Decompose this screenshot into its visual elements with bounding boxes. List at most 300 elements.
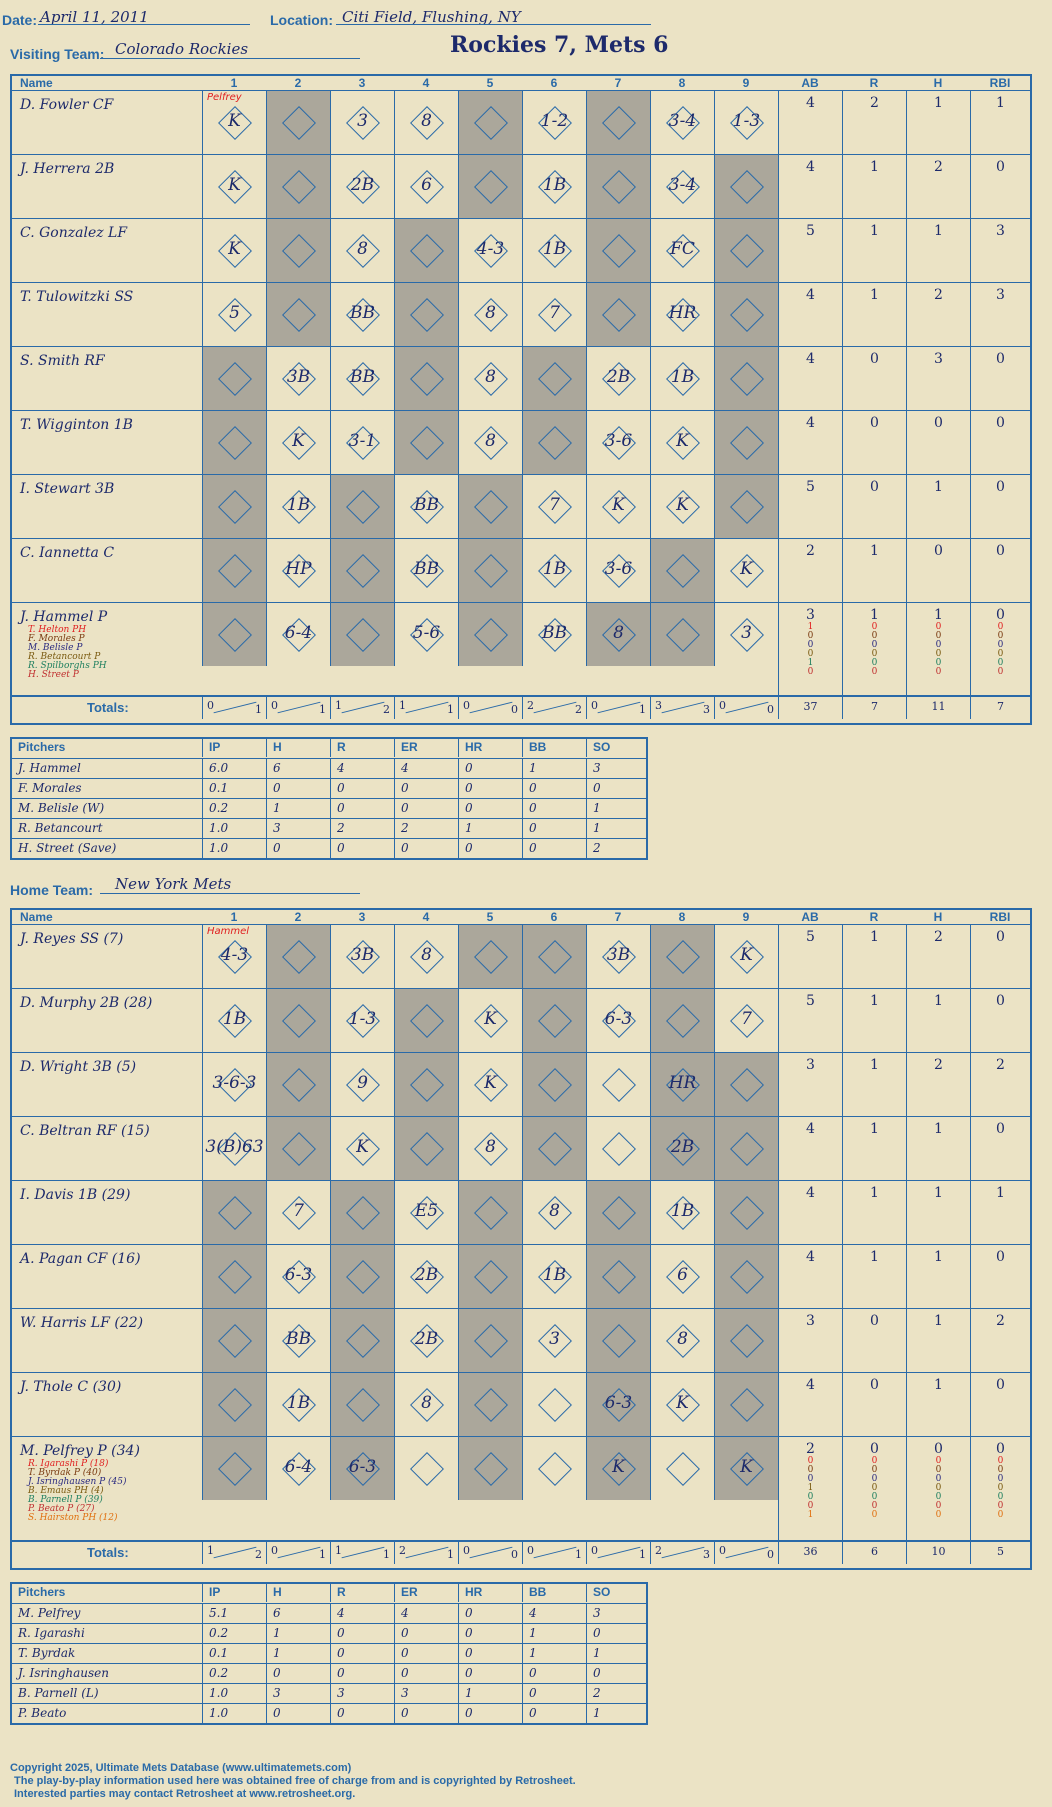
pitching-cell: 0: [266, 839, 330, 858]
stat-main: 1: [934, 1377, 943, 1393]
sub-stat: 0: [871, 640, 878, 650]
inning-8-cell: [650, 989, 714, 1052]
pitching-header-cell: IP: [202, 1583, 266, 1602]
total-hits: 0: [767, 1548, 774, 1561]
player-name: C. Iannetta C: [20, 545, 115, 561]
rbi-value: [970, 283, 1030, 347]
stat-main: 3: [806, 1313, 815, 1329]
inning-4-cell: [394, 1053, 458, 1116]
player-name: I. Stewart 3B: [20, 481, 115, 497]
inning-2-total: [266, 1542, 330, 1564]
play-result: K: [676, 431, 689, 451]
at-bats-value: [778, 347, 842, 411]
base-diamond: [410, 1068, 444, 1102]
visiting-team-underline: [100, 58, 360, 59]
inning-7-cell: [586, 1309, 650, 1372]
rbi-value: [970, 91, 1030, 155]
inning-6-cell: [522, 219, 586, 282]
stat-main: 0: [870, 1441, 879, 1457]
at-bats-value: [778, 475, 842, 539]
column-header-5: 5: [486, 910, 494, 924]
stat-main: 0: [870, 1313, 879, 1329]
inning-3-cell: [330, 411, 394, 474]
stat-main: 4: [806, 159, 815, 175]
base-diamond: [218, 1260, 252, 1294]
runs-value: [842, 1437, 906, 1541]
inning-6-cell: [522, 1309, 586, 1372]
play-result: BB: [350, 367, 375, 387]
date-underline: [38, 24, 250, 25]
inning-9-cell: [714, 1181, 778, 1244]
pitching-cell: P. Beato: [18, 1706, 67, 1720]
play-result: HR: [668, 303, 697, 323]
substitute-name: J. Isringhausen P (45): [28, 1477, 127, 1487]
base-diamond: [474, 940, 508, 974]
inning-6-cell: [522, 989, 586, 1052]
inning-1-cell: [202, 1053, 266, 1116]
home-scorecard: [10, 908, 1032, 1570]
base-diamond: [538, 1132, 572, 1166]
stat-main: 4: [806, 1185, 815, 1201]
stat-main: 1: [870, 993, 879, 1009]
inning-4-cell: [394, 1373, 458, 1436]
stat-main: 1: [870, 929, 879, 945]
inning-1-cell: [202, 539, 266, 602]
play-result: K: [612, 495, 625, 515]
player-name: T. Tulowitzki SS: [20, 289, 134, 305]
player-name: T. Wigginton 1B: [20, 417, 133, 433]
stat-main: 0: [996, 543, 1005, 559]
inning-4-cell: [394, 1117, 458, 1180]
pitching-cell: 5.1: [202, 1604, 266, 1623]
base-diamond: [538, 940, 572, 974]
base-diamond: [218, 618, 252, 652]
pitching-cell: 0: [586, 779, 646, 798]
stat-main: 4: [806, 415, 815, 431]
total-runs: 0: [207, 699, 214, 712]
sub-stat: 0: [871, 622, 878, 632]
inning-5-cell: [458, 1181, 522, 1244]
divider: [598, 702, 641, 714]
pitching-cell: 3: [266, 819, 330, 838]
pitching-cell: 3: [330, 1684, 394, 1703]
column-header-7: 7: [614, 76, 622, 90]
play-result: E5: [414, 1201, 439, 1221]
stat-main: 4: [806, 351, 815, 367]
runs-value: [842, 283, 906, 347]
column-header-name: Name: [20, 76, 53, 90]
base-diamond: [602, 234, 636, 268]
pitcher-row: [12, 1663, 646, 1683]
inning-6-cell: [522, 347, 586, 410]
base-diamond: [474, 106, 508, 140]
sub-stat: 0: [871, 631, 878, 641]
inning-1-cell: [202, 155, 266, 218]
pitching-cell: 1: [522, 1644, 586, 1663]
inning-6-cell: [522, 1117, 586, 1180]
play-result: 1B: [542, 239, 567, 259]
stat-main: 0: [996, 1249, 1005, 1265]
play-result: 8: [421, 1393, 432, 1413]
pitching-cell: 4: [330, 1604, 394, 1623]
stat-main: 1: [870, 607, 879, 623]
stat-main: 5: [806, 223, 815, 239]
play-result: 8: [357, 239, 368, 259]
play-result: 3-4: [668, 175, 697, 195]
divider: [406, 702, 449, 714]
stat-main: 0: [996, 607, 1005, 623]
rbi-value: [970, 989, 1030, 1053]
divider: [214, 702, 257, 714]
runs-value: [842, 925, 906, 989]
runs-value: [842, 347, 906, 411]
substitute-name: B. Parnell P (39): [28, 1495, 103, 1505]
inning-7-cell: [586, 925, 650, 988]
stat-main: 1: [870, 287, 879, 303]
inning-7-total: [586, 1542, 650, 1564]
inning-8-cell: [650, 1117, 714, 1180]
inning-6-cell: [522, 603, 586, 666]
pitching-cell: 0: [458, 1704, 522, 1723]
pitching-header-cell: R: [330, 738, 394, 757]
pitching-header-cell: HR: [458, 1583, 522, 1602]
totals-label: Totals:: [87, 1545, 129, 1560]
play-result: 3B: [606, 945, 631, 965]
pitching-cell: 1: [522, 759, 586, 778]
sub-stat: 0: [807, 667, 814, 677]
inning-1-cell: [202, 1373, 266, 1436]
column-header-h: H: [933, 76, 943, 90]
play-result: 6-3: [348, 1457, 377, 1477]
pitching-cell: 3: [266, 1684, 330, 1703]
pitching-cell: 0: [458, 799, 522, 818]
play-result: 8: [421, 945, 432, 965]
runs-value: [842, 989, 906, 1053]
pitching-cell: 1: [522, 1624, 586, 1643]
at-bats-value: [778, 1373, 842, 1437]
total-runs: 2: [655, 1544, 662, 1557]
total-hits: 1: [575, 1548, 582, 1561]
inning-6-cell: [522, 1181, 586, 1244]
location-underline: [336, 24, 651, 25]
player-name: J. Reyes SS (7): [20, 931, 124, 947]
player-row: [12, 1436, 1030, 1541]
pitching-cell: 0.1: [202, 779, 266, 798]
stat-main: 2: [996, 1057, 1005, 1073]
pitching-cell: 0: [522, 1684, 586, 1703]
visiting-team-name: Colorado Rockies: [115, 40, 249, 58]
inning-2-cell: [266, 603, 330, 666]
inning-1-cell: [202, 925, 266, 988]
inning-9-cell: [714, 989, 778, 1052]
inning-5-cell: [458, 1117, 522, 1180]
sub-stat: 0: [935, 1510, 942, 1520]
divider: [662, 702, 705, 714]
stat-main: 1: [934, 1185, 943, 1201]
base-diamond: [410, 1004, 444, 1038]
total-runs: 1: [207, 1544, 214, 1557]
inning-3-cell: [330, 1053, 394, 1116]
pitching-cell: 1: [586, 819, 646, 838]
inning-8-cell: [650, 155, 714, 218]
location-label: Location:: [270, 12, 333, 28]
sub-stat: 0: [871, 1483, 878, 1493]
play-result: 6-3: [604, 1393, 633, 1413]
totals-row: [12, 695, 1030, 719]
column-header-4: 4: [422, 910, 430, 924]
inning-7-cell: [586, 283, 650, 346]
at-bats-value: [778, 91, 842, 155]
pitching-cell: 0.1: [202, 1644, 266, 1663]
inning-9-cell: [714, 1053, 778, 1116]
sub-stat: 0: [997, 658, 1004, 668]
base-diamond: [538, 1068, 572, 1102]
total-hits: 10: [906, 1542, 970, 1564]
play-result: 3-4: [668, 111, 697, 131]
base-diamond: [474, 554, 508, 588]
hits-value: [906, 1437, 970, 1541]
sub-stat: 0: [997, 631, 1004, 641]
divider: [470, 702, 513, 714]
pitching-cell: T. Byrdak: [18, 1646, 76, 1660]
play-result: K: [676, 495, 689, 515]
visitor-scorecard: [10, 74, 1032, 725]
inning-2-cell: [266, 219, 330, 282]
column-header-2: 2: [294, 910, 302, 924]
play-result: 8: [549, 1201, 560, 1221]
stat-main: 1: [934, 479, 943, 495]
base-diamond: [730, 1388, 764, 1422]
inning-4-cell: [394, 1245, 458, 1308]
play-result: K: [484, 1073, 497, 1093]
pitching-header-cell: HR: [458, 738, 522, 757]
base-diamond: [538, 426, 572, 460]
stat-main: 0: [934, 415, 943, 431]
pitching-cell: 0: [330, 1664, 394, 1683]
inning-9-cell: [714, 1373, 778, 1436]
rbi-value: [970, 925, 1030, 989]
inning-5-cell: [458, 925, 522, 988]
total-runs: 0: [463, 699, 470, 712]
sub-stat: 0: [871, 1510, 878, 1520]
inning-3-cell: [330, 539, 394, 602]
total-runs: 1: [335, 1544, 342, 1557]
pitching-cell: 0: [330, 1644, 394, 1663]
inning-2-cell: [266, 1181, 330, 1244]
inning-7-cell: [586, 1245, 650, 1308]
inning-2-cell: [266, 155, 330, 218]
inning-1-cell: [202, 347, 266, 410]
total-runs: 2: [399, 1544, 406, 1557]
inning-2-cell: [266, 475, 330, 538]
inning-6-cell: [522, 1437, 586, 1500]
sub-stat: 0: [997, 1510, 1004, 1520]
player-row: [12, 90, 1030, 155]
play-result: 1-2: [540, 111, 569, 131]
stat-main: 4: [806, 1121, 815, 1137]
hits-value: [906, 1117, 970, 1181]
runs-value: [842, 1309, 906, 1373]
base-diamond: [730, 1324, 764, 1358]
base-diamond: [730, 234, 764, 268]
inning-8-cell: [650, 925, 714, 988]
play-result: 3-6-3: [212, 1073, 257, 1093]
inning-2-cell: [266, 1437, 330, 1500]
hits-value: [906, 925, 970, 989]
stat-main: 5: [806, 929, 815, 945]
hits-value: [906, 1245, 970, 1309]
substitute-name: R. Spilborghs PH: [28, 661, 107, 671]
inning-7-cell: [586, 475, 650, 538]
play-result: 6-4: [284, 1457, 313, 1477]
pitcher-row: [12, 1603, 646, 1623]
base-diamond: [602, 1260, 636, 1294]
sub-stat: 0: [871, 667, 878, 677]
play-result: 8: [613, 623, 624, 643]
sub-stat: 0: [871, 1501, 878, 1511]
inning-8-cell: [650, 539, 714, 602]
inning-4-cell: [394, 283, 458, 346]
column-header-r: R: [869, 910, 879, 924]
pitching-cell: 4: [394, 759, 458, 778]
inning-3-cell: [330, 91, 394, 154]
pitcher-row: [12, 778, 646, 798]
sub-stat: 0: [935, 1483, 942, 1493]
base-diamond: [602, 1196, 636, 1230]
rbi-value: [970, 347, 1030, 411]
base-diamond: [538, 1452, 572, 1486]
base-diamond: [218, 554, 252, 588]
sub-stat: 0: [871, 1474, 878, 1484]
inning-6-total: [522, 1542, 586, 1564]
column-header-8: 8: [678, 76, 686, 90]
stat-main: 1: [870, 159, 879, 175]
total-runs: 0: [271, 1544, 278, 1557]
pitching-cell: 0: [394, 779, 458, 798]
at-bats-value: [778, 1245, 842, 1309]
divider: [726, 1547, 769, 1559]
inning-7-cell: [586, 1373, 650, 1436]
footer-copyright: Copyright 2025, Ultimate Mets Database (www.ultimatemets.com): [10, 1762, 352, 1774]
divider: [534, 1547, 577, 1559]
hits-value: [906, 475, 970, 539]
inning-7-cell: [586, 1437, 650, 1500]
rbi-value: [970, 1117, 1030, 1181]
pitching-header-cell: Pitchers: [18, 740, 66, 754]
sub-stat: 1: [807, 1510, 814, 1520]
base-diamond: [666, 618, 700, 652]
inning-3-cell: [330, 283, 394, 346]
column-header-9: 9: [742, 910, 750, 924]
pitching-cell: 1: [586, 1704, 646, 1723]
rbi-value: [970, 1181, 1030, 1245]
inning-1-cell: [202, 1437, 266, 1500]
pitching-cell: 3: [586, 759, 646, 778]
sub-stat: 0: [807, 1474, 814, 1484]
total-hits: 1: [255, 703, 262, 716]
inning-9-cell: [714, 925, 778, 988]
inning-9-total: [714, 1542, 778, 1564]
player-row: [12, 346, 1030, 411]
pitching-cell: 4: [522, 1604, 586, 1623]
player-name: D. Wright 3B (5): [20, 1059, 137, 1075]
pitching-header-cell: SO: [586, 1583, 646, 1602]
inning-3-cell: [330, 925, 394, 988]
total-runs: 0: [271, 699, 278, 712]
pitcher-row: [12, 1683, 646, 1703]
rbi-value: [970, 539, 1030, 603]
pitching-cell: 0: [522, 1664, 586, 1683]
inning-9-cell: [714, 155, 778, 218]
total-hits: 11: [906, 697, 970, 719]
column-header-3: 3: [358, 76, 366, 90]
inning-7-cell: [586, 1181, 650, 1244]
inning-8-total: [650, 1542, 714, 1564]
pitcher-row: [12, 838, 646, 858]
play-result: K: [356, 1137, 369, 1157]
total-hits: 2: [255, 1548, 262, 1561]
sub-stat: 0: [997, 1492, 1004, 1502]
inning-7-cell: [586, 989, 650, 1052]
base-diamond: [666, 554, 700, 588]
base-diamond: [346, 1260, 380, 1294]
total-hits: 0: [767, 703, 774, 716]
total-hits: 0: [511, 703, 518, 716]
total-rbi: 5: [970, 1542, 1030, 1564]
runs-value: [842, 91, 906, 155]
base-diamond: [282, 234, 316, 268]
player-row: [12, 218, 1030, 283]
play-result: 2B: [670, 1137, 695, 1157]
footer-contact: Interested parties may contact Retrosheet at www.retrosheet.org.: [14, 1788, 356, 1800]
inning-8-cell: [650, 1309, 714, 1372]
substitute-name: R. Igarashi P (18): [28, 1459, 109, 1469]
play-result: BB: [542, 623, 567, 643]
total-hits: 1: [639, 1548, 646, 1561]
player-name: D. Murphy 2B (28): [20, 995, 153, 1011]
base-diamond: [602, 1068, 636, 1102]
hits-value: [906, 411, 970, 475]
base-diamond: [602, 170, 636, 204]
pitching-cell: 0: [330, 1704, 394, 1723]
play-result: 1B: [670, 367, 695, 387]
inning-9-cell: [714, 347, 778, 410]
player-name: J. Thole C (30): [20, 1379, 122, 1395]
date-label: Date:: [2, 12, 38, 28]
total-hits: 0: [511, 1548, 518, 1561]
inning-2-cell: [266, 347, 330, 410]
inning-5-cell: [458, 1373, 522, 1436]
sub-stat: 0: [935, 622, 942, 632]
pitching-header-row: [12, 738, 646, 757]
pitching-cell: R. Betancourt: [18, 821, 103, 835]
inning-3-cell: [330, 1181, 394, 1244]
total-runs: 0: [591, 699, 598, 712]
pitching-cell: 0.2: [202, 1664, 266, 1683]
sub-stat: 0: [997, 649, 1004, 659]
inning-8-cell: [650, 475, 714, 538]
hits-value: [906, 1373, 970, 1437]
hits-value: [906, 603, 970, 696]
total-runs: 7: [842, 697, 906, 719]
sub-stat: 0: [935, 631, 942, 641]
base-diamond: [282, 170, 316, 204]
divider: [726, 702, 769, 714]
inning-5-cell: [458, 1437, 522, 1500]
at-bats-value: [778, 1437, 842, 1541]
substitute-name: H. Street P: [28, 670, 79, 680]
pitcher-row: [12, 758, 646, 778]
